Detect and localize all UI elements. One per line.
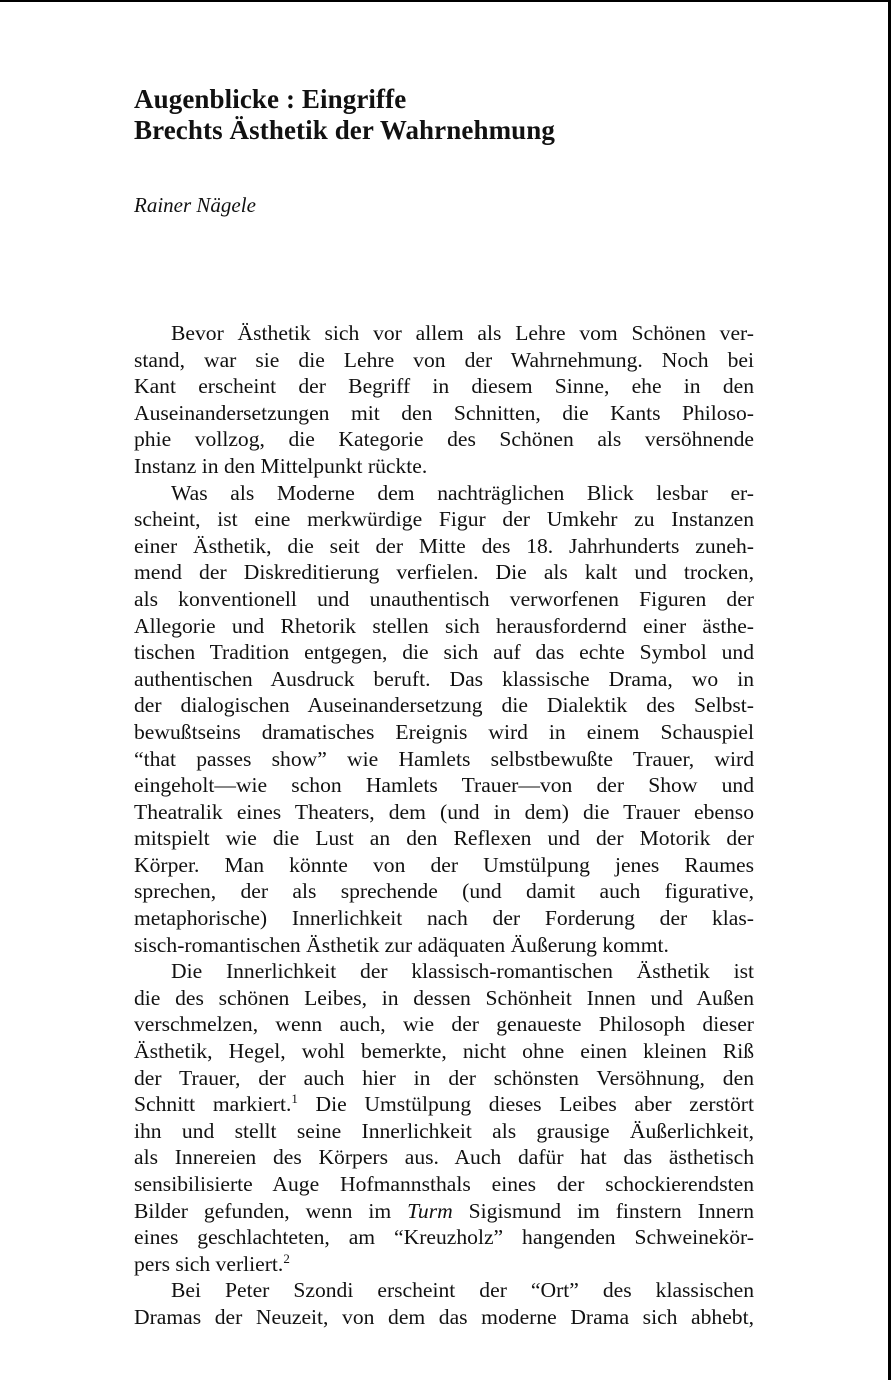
text-line: sprechen, der als sprechende (und damit auch figurative, (134, 879, 754, 904)
title-line-2: Brechts Ästhetik der Wahrnehmung (134, 115, 556, 145)
text-line: die des schönen Leibes, in dessen Schönheit Innen und Außen (134, 985, 754, 1010)
text-segment: pers sich verliert. (134, 1251, 284, 1276)
text-line: Körper. Man könnte von der Umstülpung jenes Raumes (134, 852, 754, 877)
text-line-with-note (134, 1091, 754, 1118)
article-page (134, 84, 754, 1329)
article-title (134, 84, 754, 146)
text-line: tischen Tradition entgegen, die sich auf das echte Symbol und (134, 640, 754, 665)
text-line: scheint, ist eine merkwürdige Figur der Umkehr zu Instanzen (134, 507, 754, 532)
text-line: metaphorische) Innerlichkeit nach der Forderung der klas- (134, 906, 754, 931)
text-line: Bei Peter Szondi erscheint der “Ort” des klassischen (171, 1278, 754, 1303)
text-line: verschmelzen, wenn auch, wie der genaueste Philosoph dieser (134, 1012, 754, 1037)
text-line: Kant erscheint der Begriff in diesem Sinne, ehe in den (134, 374, 754, 399)
text-line: mitspielt wie die Lust an den Reflexen und der Motorik der (134, 826, 754, 851)
paragraph-1 (134, 320, 754, 480)
text-segment: Bilder gefunden, wenn im (134, 1198, 408, 1223)
text-line: “that passes show” wie Hamlets selbstbewußte Trauer, wird (134, 746, 754, 771)
text-line: phie vollzog, die Kategorie des Schönen als versöhnende (134, 427, 754, 452)
text-line: Dramas der Neuzeit, von dem das moderne Drama sich abhebt, (134, 1304, 754, 1329)
text-line: bewußtseins dramatisches Ereignis wird in einem Schauspiel (134, 719, 754, 744)
text-line-with-note (134, 1251, 754, 1278)
text-line: stand, war sie die Lehre von der Wahrnehmung. Noch bei (134, 347, 754, 372)
paragraph-4 (134, 1277, 754, 1330)
footnote-ref-1[interactable]: 1 (291, 1091, 298, 1107)
text-line: Die Innerlichkeit der klassisch-romantischen Ästhetik ist (171, 959, 754, 984)
text-line: eines geschlachteten, am “Kreuzholz” hangenden Schweinekör- (134, 1225, 754, 1250)
text-segment: Die Umstülpung dieses Leibes aber zerstört (297, 1092, 754, 1117)
text-line: Was als Moderne dem nachträglichen Blick lesbar er- (171, 480, 754, 505)
text-segment: Schnitt markiert. (134, 1092, 292, 1117)
text-line: mend der Diskreditierung verfielen. Die als kalt und trocken, (134, 560, 754, 585)
text-line: Allegorie und Rhetorik stellen sich herausfordernd einer ästhe- (134, 613, 754, 638)
text-line: authentischen Ausdruck beruft. Das klassische Drama, wo in (134, 666, 754, 691)
text-line: der dialogischen Auseinandersetzung die Dialektik des Selbst- (134, 693, 754, 718)
text-line: Bevor Ästhetik sich vor allem als Lehre vom Schönen ver- (171, 321, 754, 345)
text-line: ihn und stellt seine Innerlichkeit als grausige Äußerlichkeit, (134, 1118, 754, 1143)
text-line: sensibilisierte Auge Hofmannsthals eines der schockierendsten (134, 1172, 754, 1196)
scan-border-top (0, 0, 891, 2)
text-line: einer Ästhetik, die seit der Mitte des 18. Jahrhunderts zuneh- (134, 533, 754, 558)
text-segment: Sigismund im finstern Innern (452, 1198, 754, 1223)
text-line: der Trauer, der auch hier in der schönsten Versöhnung, den (134, 1065, 754, 1090)
paragraph-3 (134, 958, 754, 1277)
text-line: sisch-romantischen Ästhetik zur adäquaten Äußerung kommt. (134, 932, 669, 957)
title-line-1: Augenblicke : Eingriffe (134, 84, 407, 114)
text-line: eingeholt—wie schon Hamlets Trauer—von der Show und (134, 773, 754, 798)
footnote-ref-2[interactable]: 2 (283, 1250, 290, 1266)
text-line: als Innereien des Körpers aus. Auch dafür hat das ästhetisch (134, 1145, 754, 1170)
text-line: Ästhetik, Hegel, wohl bemerkte, nicht ohne einen kleinen Riß (134, 1039, 754, 1064)
text-line: Theatralik eines Theaters, dem (und in dem) die Trauer ebenso (134, 799, 754, 824)
text-line: als konventionell und unauthentisch verworfenen Figuren der (134, 586, 754, 611)
italic-title-turm: Turm (407, 1198, 453, 1223)
text-line: Instanz in den Mittelpunkt rückte. (134, 453, 428, 478)
author-name: Rainer Nägele (134, 193, 256, 217)
text-line: Auseinandersetzungen mit den Schnitten, die Kants Philoso- (134, 400, 754, 425)
body-text (134, 320, 754, 1331)
paragraph-2 (134, 480, 754, 959)
text-line-with-italic (134, 1198, 754, 1225)
